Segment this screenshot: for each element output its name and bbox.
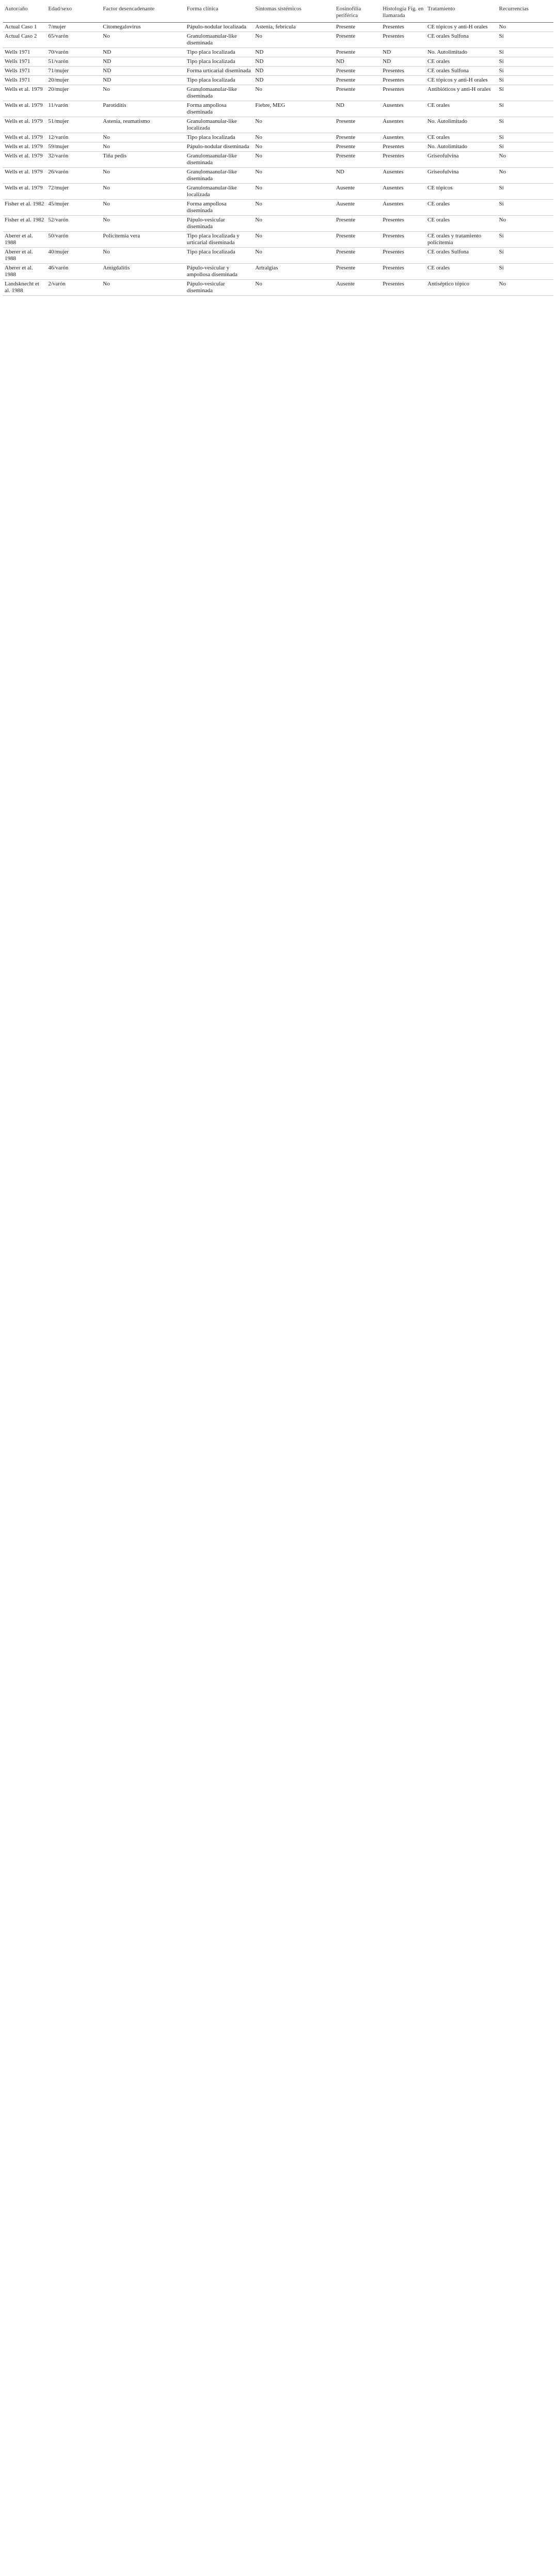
cell-age-sex: 65/varón (48, 33, 69, 39)
cell-author: Fisher et al. 1982 (5, 217, 44, 223)
cell-histology: Presentes (383, 217, 404, 223)
cell-trigger: No (103, 134, 110, 140)
cell-age-sex: 72/mujer (48, 185, 69, 191)
cell-recurrences: Sí (499, 77, 504, 83)
cell-histology: Ausentes (383, 201, 404, 207)
table-row (3, 152, 553, 168)
cell-author: Wells 1971 (5, 77, 30, 83)
cell-histology: Ausentes (383, 134, 404, 140)
cell-author: Wells et al. 1979 (5, 134, 43, 140)
cell-eosinophilia: ND (336, 169, 344, 175)
cell-eosinophilia: Presente (336, 134, 356, 140)
cell-eosinophilia: Presente (336, 68, 356, 74)
table-row (3, 67, 553, 76)
cell-trigger: ND (103, 49, 112, 55)
cell-eosinophilia: Presente (336, 77, 356, 83)
header-eosinophilia: Eosinofilia periférica (335, 3, 381, 23)
cell-age-sex: 26/varón (48, 169, 69, 175)
cell-systemic-symptoms: No (255, 169, 262, 175)
cell-author: Actual Caso 2 (5, 33, 37, 39)
cell-recurrences: Sí (499, 185, 504, 191)
cell-recurrences: Sí (499, 233, 504, 239)
cell-author: Wells 1971 (5, 49, 30, 55)
cell-age-sex: 59/mujer (48, 143, 69, 150)
cell-histology: Ausentes (383, 118, 404, 124)
cell-treatment: No. Autolimitado (427, 118, 468, 124)
cell-systemic-symptoms: Astenia, febrícula (255, 24, 296, 30)
table-row (3, 85, 553, 101)
cell-eosinophilia: Presente (336, 249, 356, 255)
cell-clinical-form: Granulomaanular-like diseminada (186, 33, 237, 46)
cell-systemic-symptoms: No (255, 153, 262, 159)
cell-recurrences: Sí (499, 49, 504, 55)
cell-author: Wells et al. 1979 (5, 153, 43, 159)
cell-treatment: CE orales (427, 201, 450, 207)
cell-eosinophilia: Presente (336, 153, 356, 159)
cell-recurrences: Sí (499, 134, 504, 140)
header-treatment: Tratamiento (426, 3, 498, 23)
cell-author: Wells 1971 (5, 68, 30, 74)
cell-histology: Presentes (383, 68, 404, 74)
cell-author: Wells et al. 1979 (5, 185, 43, 191)
cell-clinical-form: Pápulo-nodular diseminada (186, 143, 249, 150)
cell-treatment: CE orales (427, 58, 450, 65)
cell-trigger: No (103, 281, 110, 287)
header-recurrences: Recurrencias (498, 3, 553, 23)
cell-treatment: CE orales (427, 265, 450, 271)
cell-clinical-form: Granulomaanular-like diseminada (186, 153, 237, 166)
table-row (3, 101, 553, 117)
cell-clinical-form: Tipo placa localizada (186, 77, 235, 83)
cell-age-sex: 40/mujer (48, 249, 69, 255)
cell-clinical-form: Pápulo-vesicular diseminada (186, 281, 225, 294)
cell-trigger: No (103, 86, 110, 92)
cell-author: Wells et al. 1979 (5, 143, 43, 150)
cell-recurrences: No (499, 281, 506, 287)
table-row (3, 264, 553, 280)
table-row (3, 76, 553, 85)
cell-histology: Ausentes (383, 169, 404, 175)
cell-eosinophilia: Presente (336, 233, 356, 239)
table-row (3, 168, 553, 184)
cell-age-sex: 51/varón (48, 58, 69, 65)
cell-treatment: CE tópicos y anti-H orales (427, 77, 488, 83)
cell-systemic-symptoms: ND (255, 49, 264, 55)
cell-recurrences: Sí (499, 68, 504, 74)
cell-author: Aberer et al. 1988 (5, 233, 33, 246)
cell-clinical-form: Tipo placa localizada (186, 134, 235, 140)
cell-trigger: Tiña pedis (103, 153, 127, 159)
cell-systemic-symptoms: No (255, 249, 262, 255)
cell-systemic-symptoms: Fiebre, MEG (255, 102, 285, 108)
cell-treatment: Griseofulvina (427, 153, 459, 159)
cell-treatment: No. Autolimitado (427, 143, 468, 150)
cell-author: Landsknecht et al. 1988 (5, 281, 39, 294)
cell-recurrences: Sí (499, 201, 504, 207)
cell-histology: Presentes (383, 233, 404, 239)
cell-recurrences: Sí (499, 86, 504, 92)
cell-systemic-symptoms: ND (255, 58, 264, 65)
cell-trigger: No (103, 249, 110, 255)
cell-systemic-symptoms: No (255, 233, 262, 239)
cell-recurrences: Sí (499, 249, 504, 255)
cell-author: Wells et al. 1979 (5, 86, 43, 92)
cell-age-sex: 70/varón (48, 49, 69, 55)
cell-recurrences: No (499, 153, 506, 159)
cell-age-sex: 12/varón (48, 134, 69, 140)
cell-trigger: No (103, 201, 110, 207)
cell-age-sex: 7/mujer (48, 24, 66, 30)
cell-trigger: Policitemia vera (103, 233, 140, 239)
cell-histology: Presentes (383, 33, 404, 39)
cell-age-sex: 20/mujer (48, 86, 69, 92)
header-histology: Histología Fig. en llamarada (381, 3, 426, 23)
cell-trigger: Astenia, reumatismo (103, 118, 150, 124)
cell-histology: ND (383, 58, 391, 65)
cell-treatment: CE orales Sulfona (427, 68, 469, 74)
cell-trigger: No (103, 33, 110, 39)
header-age-sex: Edad/sexo (46, 3, 101, 23)
header-author: Autor/año (3, 3, 46, 23)
table-row (3, 142, 553, 152)
cell-age-sex: 71/mujer (48, 68, 69, 74)
cell-treatment: No. Autolimitado (427, 49, 468, 55)
cell-age-sex: 45/mujer (48, 201, 69, 207)
cell-recurrences: Sí (499, 265, 504, 271)
cell-histology: Presentes (383, 249, 404, 255)
table-row (3, 232, 553, 248)
header-trigger: Factor desencadenante (101, 3, 185, 23)
cell-trigger: Parotiditis (103, 102, 126, 108)
cell-clinical-form: Pápulo-vesicular y ampollosa diseminada (186, 265, 237, 278)
cell-author: Wells et al. 1979 (5, 102, 43, 108)
cell-treatment: CE orales y tratamiento policitemia (427, 233, 482, 246)
cell-clinical-form: Granulomaanular-like localizada (186, 185, 237, 198)
cell-clinical-form: Granulomaanular-like diseminada (186, 169, 237, 182)
cell-age-sex: 46/varón (48, 265, 69, 271)
cell-recurrences: Sí (499, 118, 504, 124)
cell-histology: Ausentes (383, 185, 404, 191)
cell-eosinophilia: Ausente (336, 201, 355, 207)
cell-recurrences: No (499, 24, 506, 30)
table-row (3, 117, 553, 133)
cell-trigger: No (103, 217, 110, 223)
cell-clinical-form: Tipo placa localizada (186, 58, 235, 65)
cell-histology: Presentes (383, 265, 404, 271)
cell-clinical-form: Tipo placa localizada y urticarial diseminada (186, 233, 240, 246)
cell-eosinophilia: Presente (336, 265, 356, 271)
cell-systemic-symptoms: Artralgias (255, 265, 278, 271)
cell-treatment: CE orales Sulfona (427, 249, 469, 255)
cell-author: Aberer et al. 1988 (5, 265, 33, 278)
cell-eosinophilia: Presente (336, 143, 356, 150)
table-row (3, 200, 553, 216)
cell-treatment: CE orales (427, 217, 450, 223)
cell-trigger: ND (103, 68, 112, 74)
cell-recurrences: Sí (499, 58, 504, 65)
cell-trigger: Citomegalovirus (103, 24, 141, 30)
table-row (3, 184, 553, 200)
cell-treatment: CE tópicos (427, 185, 453, 191)
table-row (3, 57, 553, 67)
cell-recurrences: Sí (499, 143, 504, 150)
clinical-cases-table (3, 2, 553, 296)
cell-eosinophilia: Ausente (336, 281, 355, 287)
cell-treatment: Antiséptico tópico (427, 281, 469, 287)
cell-systemic-symptoms: No (255, 185, 262, 191)
cell-eosinophilia: ND (336, 102, 344, 108)
table-header (3, 3, 553, 23)
cell-trigger: No (103, 169, 110, 175)
cell-clinical-form: Tipo placa localizada (186, 249, 235, 255)
cell-clinical-form: Forma ampollosa diseminada (186, 102, 227, 115)
cell-eosinophilia: Presente (336, 118, 356, 124)
cell-treatment: CE tópicos y anti-H orales (427, 24, 488, 30)
cell-systemic-symptoms: No (255, 118, 262, 124)
cell-clinical-form: Granulomaanular-like diseminada (186, 86, 237, 99)
cell-systemic-symptoms: ND (255, 77, 264, 83)
cell-clinical-form: Pápulo-nodular localizada (186, 24, 247, 30)
cell-trigger: ND (103, 58, 112, 65)
cell-age-sex: 20/mujer (48, 77, 69, 83)
cell-age-sex: 51/mujer (48, 118, 69, 124)
cell-trigger: No (103, 185, 110, 191)
cell-histology: Ausentes (383, 102, 404, 108)
cell-eosinophilia: Ausente (336, 185, 355, 191)
cell-histology: Presentes (383, 24, 404, 30)
cell-author: Wells et al. 1979 (5, 118, 43, 124)
table-row (3, 48, 553, 57)
cell-systemic-symptoms: No (255, 134, 262, 140)
cell-age-sex: 52/varón (48, 217, 69, 223)
cell-systemic-symptoms: No (255, 281, 262, 287)
table-row (3, 248, 553, 264)
table-body (3, 23, 553, 296)
header-clinical-form: Forma clínica (185, 3, 253, 23)
cell-author: Aberer et al. 1988 (5, 249, 33, 262)
cell-histology: Presentes (383, 153, 404, 159)
cell-eosinophilia: Presente (336, 217, 356, 223)
header-systemic-symptoms: Síntomas sistémicos (253, 3, 335, 23)
cell-treatment: CE orales Sulfona (427, 33, 469, 39)
cell-age-sex: 50/varón (48, 233, 69, 239)
cell-systemic-symptoms: No (255, 217, 262, 223)
cell-recurrences: No (499, 169, 506, 175)
cell-author: Wells 1971 (5, 58, 30, 65)
cell-age-sex: 32/varón (48, 153, 69, 159)
cell-clinical-form: Tipo placa localizada (186, 49, 235, 55)
cell-treatment: CE orales (427, 134, 450, 140)
cell-clinical-form: Granulomaanular-like localizada (186, 118, 237, 131)
cell-systemic-symptoms: No (255, 33, 262, 39)
cell-recurrences: No (499, 217, 506, 223)
cell-age-sex: 11/varón (48, 102, 69, 108)
cell-histology: Presentes (383, 281, 404, 287)
cell-clinical-form: Forma urticarial diseminada (186, 68, 251, 74)
cell-author: Actual Caso 1 (5, 24, 37, 30)
cell-author: Fisher et al. 1982 (5, 201, 44, 207)
table-row (3, 216, 553, 232)
cell-clinical-form: Pápulo-vesicular diseminada (186, 217, 225, 230)
cell-author: Wells et al. 1979 (5, 169, 43, 175)
cell-systemic-symptoms: No (255, 143, 262, 150)
cell-treatment: Griseofulvina (427, 169, 459, 175)
cell-age-sex: 2/varón (48, 281, 66, 287)
table-row (3, 133, 553, 142)
table-row (3, 23, 553, 32)
cell-eosinophilia: Presente (336, 86, 356, 92)
cell-trigger: ND (103, 77, 112, 83)
cell-eosinophilia: Presente (336, 33, 356, 39)
cell-systemic-symptoms: No (255, 201, 262, 207)
cell-clinical-form: Forma ampollosa diseminada (186, 201, 227, 214)
cell-eosinophilia: Presente (336, 49, 356, 55)
cell-recurrences: Sí (499, 33, 504, 39)
cell-eosinophilia: Presente (336, 24, 356, 30)
cell-histology: ND (383, 49, 391, 55)
cell-recurrences: Sí (499, 102, 504, 108)
cell-histology: Presentes (383, 77, 404, 83)
cell-treatment: CE orales (427, 102, 450, 108)
table-row (3, 32, 553, 48)
cell-eosinophilia: ND (336, 58, 344, 65)
cell-histology: Presentes (383, 143, 404, 150)
cell-treatment: Antibióticos y anti-H orales (427, 86, 491, 92)
cell-trigger: No (103, 143, 110, 150)
table-row (3, 280, 553, 296)
cell-trigger: Amigdalitis (103, 265, 130, 271)
cell-systemic-symptoms: No (255, 86, 262, 92)
cell-systemic-symptoms: ND (255, 68, 264, 74)
cell-histology: Presentes (383, 86, 404, 92)
